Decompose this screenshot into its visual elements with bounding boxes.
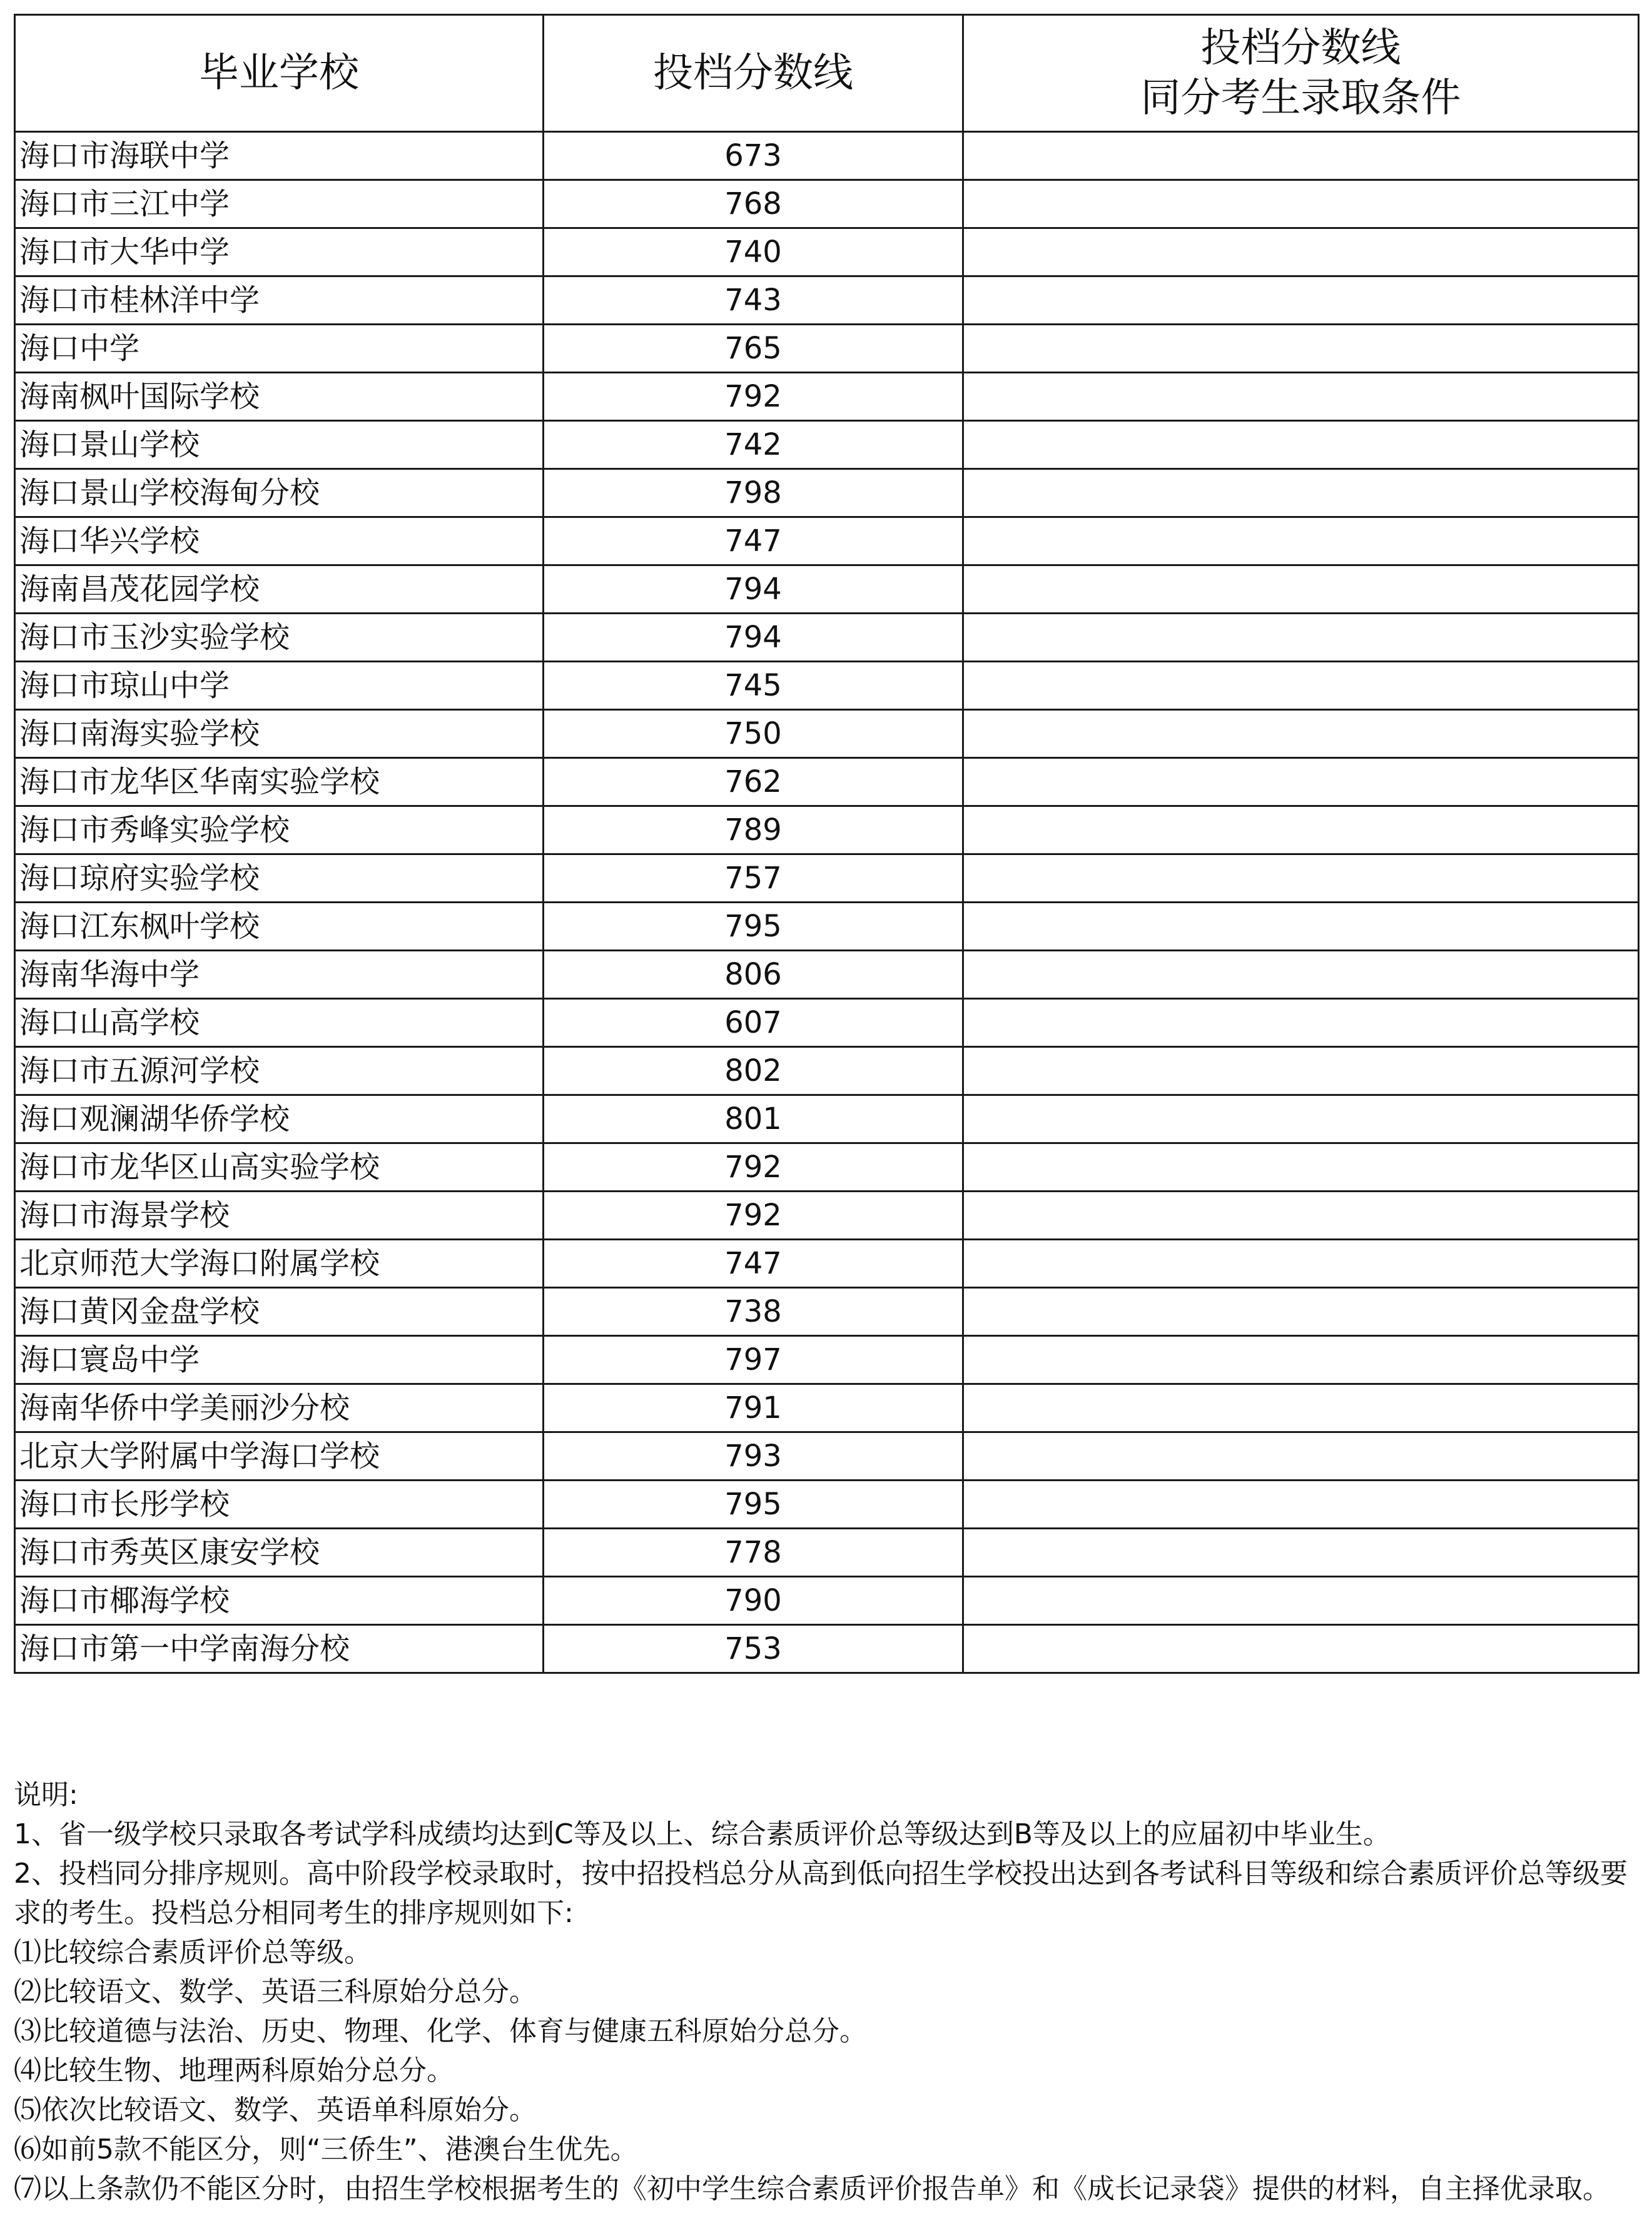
table-row <box>15 517 1639 565</box>
score-line-cell: 778 <box>544 1529 963 1577</box>
score-line-cell: 673 <box>544 132 963 180</box>
notes-section <box>14 1775 1638 2209</box>
school-name-cell: 海口市三江中学 <box>15 180 544 228</box>
tie-rule-1: ⑴比较综合素质评价总等级。 <box>14 1937 372 1968</box>
tie-condition-cell <box>963 1625 1639 1673</box>
table-row <box>15 1384 1639 1432</box>
tie-condition-cell <box>963 1095 1639 1143</box>
school-name-cell: 海口市龙华区山高实验学校 <box>15 1143 544 1192</box>
tie-condition-cell <box>963 373 1639 421</box>
school-name-cell: 海口市桂林洋中学 <box>15 276 544 325</box>
header-school: 毕业学校 <box>15 15 544 132</box>
school-name-cell: 海口市秀英区康安学校 <box>15 1529 544 1577</box>
table-row <box>15 1095 1639 1143</box>
tie-condition-cell <box>963 951 1639 999</box>
school-name-cell: 海口市玉沙实验学校 <box>15 614 544 662</box>
tie-condition-cell <box>963 758 1639 806</box>
school-name-cell: 海口琼府实验学校 <box>15 854 544 903</box>
header-tie-condition-line2: 同分考生录取条件 <box>1140 75 1461 121</box>
table-row <box>15 1143 1639 1192</box>
school-name-cell: 海口寰岛中学 <box>15 1336 544 1384</box>
score-line-cell: 791 <box>544 1384 963 1432</box>
score-line-cell: 794 <box>544 614 963 662</box>
score-line-cell: 802 <box>544 1047 963 1095</box>
score-line-cell: 768 <box>544 180 963 228</box>
table-row <box>15 180 1639 228</box>
school-name-cell: 海口山高学校 <box>15 999 544 1047</box>
score-line-cell: 793 <box>544 1432 963 1481</box>
tie-condition-cell <box>963 132 1639 180</box>
school-name-cell: 海口市长彤学校 <box>15 1481 544 1529</box>
tie-condition-cell <box>963 469 1639 517</box>
header-score-line: 投档分数线 <box>544 15 963 132</box>
score-line-cell: 762 <box>544 758 963 806</box>
table-row <box>15 325 1639 373</box>
score-line-cell: 797 <box>544 1336 963 1384</box>
table-row <box>15 132 1639 180</box>
tie-condition-cell <box>963 1481 1639 1529</box>
school-name-cell: 海口市秀峰实验学校 <box>15 806 544 854</box>
table-row <box>15 903 1639 951</box>
table-row <box>15 1625 1639 1673</box>
table-row <box>15 1047 1639 1095</box>
school-name-cell: 海口华兴学校 <box>15 517 544 565</box>
school-name-cell: 海南华侨中学美丽沙分校 <box>15 1384 544 1432</box>
score-line-cell: 795 <box>544 903 963 951</box>
table-row <box>15 1529 1639 1577</box>
tie-rule-5: ⑸依次比较语文、数学、英语单科原始分。 <box>14 2094 537 2126</box>
header-tie-condition <box>963 15 1639 132</box>
school-name-cell: 海口市椰海学校 <box>15 1577 544 1625</box>
school-name-cell: 海口市龙华区华南实验学校 <box>15 758 544 806</box>
tie-condition-cell <box>963 1047 1639 1095</box>
table-row <box>15 1577 1639 1625</box>
tie-condition-cell <box>963 903 1639 951</box>
school-name-cell: 海口景山学校 <box>15 421 544 469</box>
table-row <box>15 1192 1639 1240</box>
tie-condition-cell <box>963 806 1639 854</box>
school-name-cell: 海口市海联中学 <box>15 132 544 180</box>
score-line-cell: 742 <box>544 421 963 469</box>
tie-condition-cell <box>963 710 1639 758</box>
score-line-cell: 792 <box>544 373 963 421</box>
table-row <box>15 758 1639 806</box>
tie-rule-6: ⑹如前5款不能区分，则“三侨生”、港澳台生优先。 <box>14 2134 638 2165</box>
tie-condition-cell <box>963 1288 1639 1336</box>
tie-condition-cell <box>963 999 1639 1047</box>
school-name-cell: 海口市海景学校 <box>15 1192 544 1240</box>
school-name-cell: 海口景山学校海甸分校 <box>15 469 544 517</box>
table-row <box>15 1240 1639 1288</box>
score-line-cell: 792 <box>544 1143 963 1192</box>
tie-condition-cell <box>963 1384 1639 1432</box>
note-item-1: 1、省一级学校只录取各考试学科成绩均达到C等及以上、综合素质评价总等级达到B等及以上的应届初中毕业生。 <box>14 1818 1391 1850</box>
school-name-cell: 海口观澜湖华侨学校 <box>15 1095 544 1143</box>
school-name-cell: 海口市大华中学 <box>15 228 544 276</box>
school-name-cell: 海口南海实验学校 <box>15 710 544 758</box>
tie-rule-3: ⑶比较道德与法治、历史、物理、化学、体育与健康五科原始分总分。 <box>14 2015 867 2047</box>
table-row <box>15 1481 1639 1529</box>
school-name-cell: 北京师范大学海口附属学校 <box>15 1240 544 1288</box>
table-row <box>15 999 1639 1047</box>
score-line-cell: 747 <box>544 1240 963 1288</box>
school-name-cell: 海南枫叶国际学校 <box>15 373 544 421</box>
score-line-cell: 794 <box>544 565 963 614</box>
table-row <box>15 806 1639 854</box>
score-line-cell: 745 <box>544 662 963 710</box>
score-line-cell: 747 <box>544 517 963 565</box>
school-name-cell: 北京大学附属中学海口学校 <box>15 1432 544 1481</box>
tie-condition-cell <box>963 276 1639 325</box>
tie-condition-cell <box>963 1192 1639 1240</box>
score-line-cell: 757 <box>544 854 963 903</box>
school-name-cell: 海口市琼山中学 <box>15 662 544 710</box>
header-row <box>15 15 1639 132</box>
table-row <box>15 951 1639 999</box>
score-line-cell: 790 <box>544 1577 963 1625</box>
score-line-cell: 743 <box>544 276 963 325</box>
school-name-cell: 海口中学 <box>15 325 544 373</box>
note-item-2: 2、投档同分排序规则。高中阶段学校录取时，按中招投档总分从高到低向招生学校投出达到各考试科目等级和综合素质评价总等级要求的考生。投档总分相同考生的排序规则如下: <box>14 1858 1628 1929</box>
tie-condition-cell <box>963 1529 1639 1577</box>
score-line-cell: 795 <box>544 1481 963 1529</box>
table-row <box>15 421 1639 469</box>
school-name-cell: 海口江东枫叶学校 <box>15 903 544 951</box>
score-line-cell: 607 <box>544 999 963 1047</box>
tie-condition-cell <box>963 614 1639 662</box>
tie-condition-cell <box>963 325 1639 373</box>
score-line-cell: 740 <box>544 228 963 276</box>
tie-condition-cell <box>963 421 1639 469</box>
tie-condition-cell <box>963 517 1639 565</box>
table-header <box>15 15 1639 132</box>
school-name-cell: 海口市五源河学校 <box>15 1047 544 1095</box>
school-name-cell: 海南昌茂花园学校 <box>15 565 544 614</box>
table-row <box>15 854 1639 903</box>
table-row <box>15 1432 1639 1481</box>
tie-condition-cell <box>963 180 1639 228</box>
school-name-cell: 海南华海中学 <box>15 951 544 999</box>
table-row <box>15 710 1639 758</box>
tie-condition-cell <box>963 1336 1639 1384</box>
tie-condition-cell <box>963 1240 1639 1288</box>
notes-title: 说明: <box>14 1779 78 1811</box>
school-name-cell: 海口市第一中学南海分校 <box>15 1625 544 1673</box>
score-line-cell: 801 <box>544 1095 963 1143</box>
tie-condition-cell <box>963 1577 1639 1625</box>
tie-condition-cell <box>963 662 1639 710</box>
tie-condition-cell <box>963 854 1639 903</box>
score-line-cell: 806 <box>544 951 963 999</box>
table-row <box>15 1288 1639 1336</box>
score-line-cell: 792 <box>544 1192 963 1240</box>
table-body <box>15 132 1639 1673</box>
score-line-cell: 738 <box>544 1288 963 1336</box>
header-tie-condition-line1: 投档分数线 <box>1200 25 1401 71</box>
tie-condition-cell <box>963 1143 1639 1192</box>
tie-condition-cell <box>963 228 1639 276</box>
score-line-cell: 789 <box>544 806 963 854</box>
tie-rule-2: ⑵比较语文、数学、英语三科原始分总分。 <box>14 1976 537 2008</box>
score-line-cell: 753 <box>544 1625 963 1673</box>
table-row <box>15 469 1639 517</box>
table-row <box>15 662 1639 710</box>
table-row <box>15 614 1639 662</box>
table-row <box>15 373 1639 421</box>
table-row <box>15 276 1639 325</box>
table-row <box>15 565 1639 614</box>
tie-condition-cell <box>963 1432 1639 1481</box>
score-line-cell: 798 <box>544 469 963 517</box>
tie-rule-4: ⑷比较生物、地理两科原始分总分。 <box>14 2055 454 2087</box>
table-row <box>15 1336 1639 1384</box>
tie-condition-cell <box>963 565 1639 614</box>
tie-rule-7: ⑺以上条款仍不能区分时，由招生学校根据考生的《初中学生综合素质评价报告单》和《成长记录袋》提供的材料，自主择优录取。 <box>14 2173 1610 2205</box>
table-row <box>15 228 1639 276</box>
score-line-cell: 765 <box>544 325 963 373</box>
school-name-cell: 海口黄冈金盘学校 <box>15 1288 544 1336</box>
score-line-table <box>14 14 1639 1674</box>
score-line-cell: 750 <box>544 710 963 758</box>
